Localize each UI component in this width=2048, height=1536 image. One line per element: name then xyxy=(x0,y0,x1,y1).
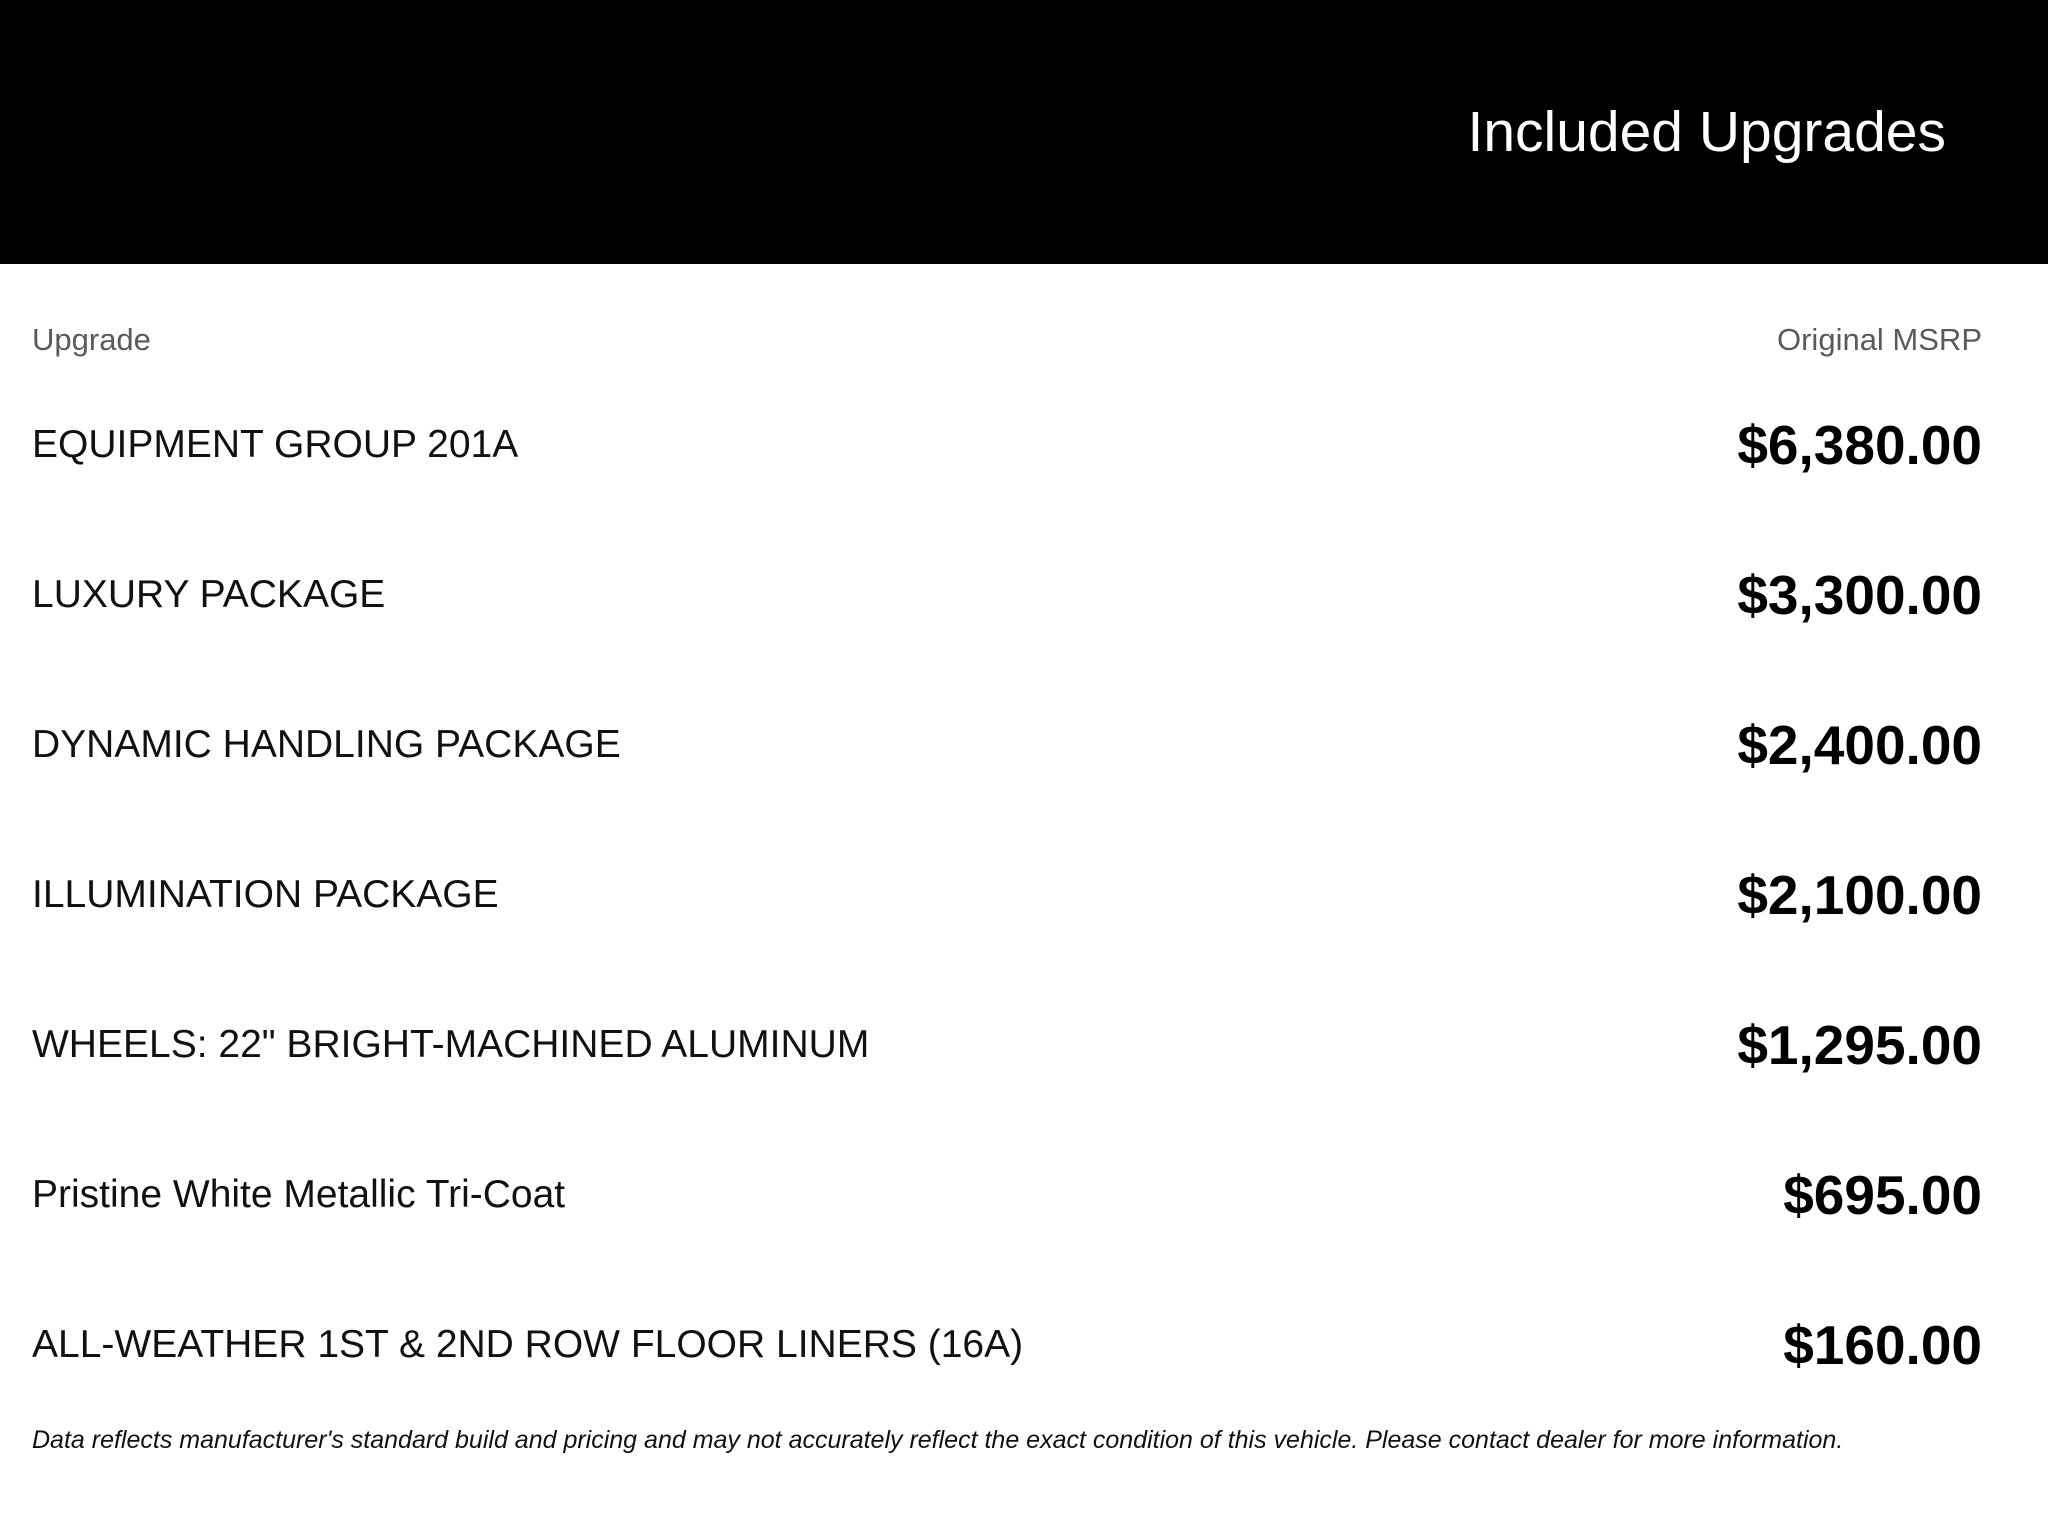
list-item xyxy=(32,410,1982,480)
upgrade-name: ILLUMINATION PACKAGE xyxy=(32,873,499,916)
upgrade-price: $6,380.00 xyxy=(1737,414,1982,476)
list-item xyxy=(32,560,1982,630)
upgrade-price: $1,295.00 xyxy=(1737,1014,1982,1076)
upgrade-name: EQUIPMENT GROUP 201A xyxy=(32,423,519,466)
upgrade-name: LUXURY PACKAGE xyxy=(32,573,386,616)
header-bar xyxy=(0,0,2048,264)
upgrade-name: DYNAMIC HANDLING PACKAGE xyxy=(32,723,621,766)
list-item xyxy=(32,710,1982,780)
disclaimer-text: Data reflects manufacturer's standard build and pricing and may not accurately reflect the exact condition of this vehicle. Please contact dealer for more information. xyxy=(32,1426,1844,1454)
list-item xyxy=(32,1010,1982,1080)
list-item xyxy=(32,1310,1982,1380)
upgrade-price: $2,400.00 xyxy=(1737,714,1982,776)
upgrade-price: $2,100.00 xyxy=(1737,864,1982,926)
upgrade-name: ALL-WEATHER 1ST & 2ND ROW FLOOR LINERS (16A) xyxy=(32,1323,1024,1366)
upgrade-name: WHEELS: 22" BRIGHT-MACHINED ALUMINUM xyxy=(32,1023,870,1066)
column-header-msrp: Original MSRP xyxy=(1777,322,1982,357)
upgrade-price: $160.00 xyxy=(1783,1314,1982,1376)
upgrade-price: $695.00 xyxy=(1783,1164,1982,1226)
upgrade-price: $3,300.00 xyxy=(1737,564,1982,626)
upgrade-name: Pristine White Metallic Tri-Coat xyxy=(32,1173,566,1216)
list-item xyxy=(32,1160,1982,1230)
column-header-upgrade: Upgrade xyxy=(32,322,151,357)
list-item xyxy=(32,860,1982,930)
page-title: Included Upgrades xyxy=(1467,100,1946,164)
